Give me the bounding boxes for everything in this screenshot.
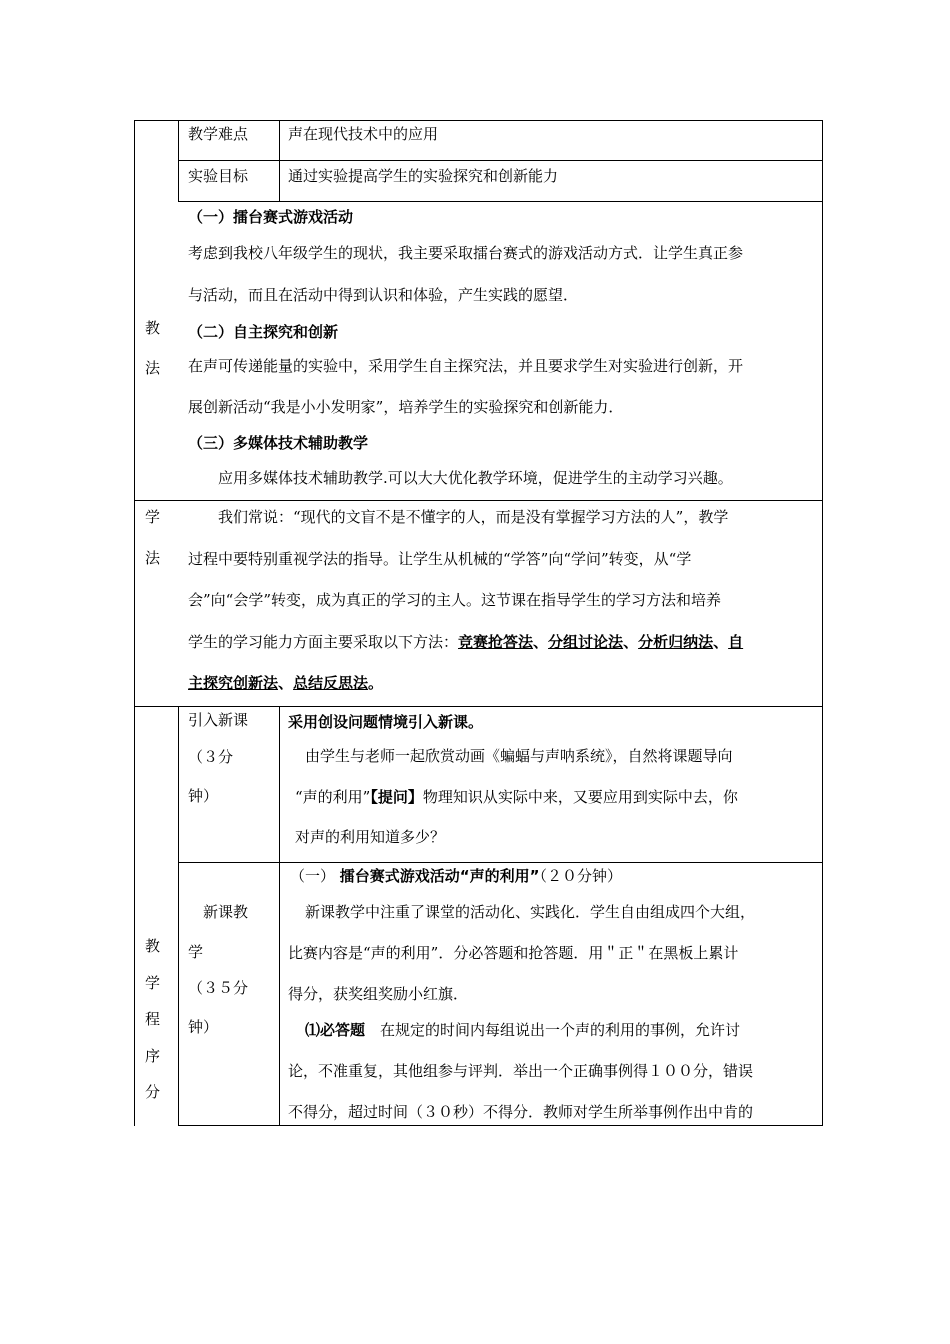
- title-time: （２０分钟）: [539, 867, 623, 885]
- title-main: 擂台赛式游戏活动“声的利用”: [339, 867, 540, 885]
- ask-tag: 【提问】: [370, 788, 423, 806]
- section-title: （三）多媒体技术辅助教学: [188, 434, 369, 452]
- method-item: 竞赛抢答法: [458, 633, 534, 651]
- teaching-method-label: 教: [145, 319, 161, 337]
- row-divider: [178, 160, 823, 161]
- table-border-top: [134, 120, 823, 121]
- method-item-part: 主探究创新法: [188, 674, 279, 692]
- paragraph-line: 会”向“会学”转变，成为真正的学习的主人。这节课在指导学生的学习方法和培养: [188, 591, 722, 609]
- difficulty-value: 声在现代技术中的应用: [288, 125, 439, 143]
- paragraph-line: 过程中要特别重视学法的指导。让学生从机械的“学答”向“学问”转变，从“学: [188, 550, 692, 568]
- new-stage-label: 钟）: [188, 1018, 219, 1036]
- difficulty-label: 教学难点: [188, 125, 249, 143]
- section-title: （一）擂台赛式游戏活动: [188, 208, 354, 226]
- method-item: 总结反思法: [293, 674, 369, 692]
- paragraph-line: 对声的利用知道多少？: [295, 828, 446, 846]
- methods-intro: 学生的学习能力方面主要采取以下方法：: [188, 633, 459, 651]
- table-border-bottom: [178, 1125, 823, 1126]
- col-divider: [279, 120, 280, 201]
- paragraph-line: [188, 673, 383, 693]
- col-divider: [178, 120, 179, 201]
- paragraph-line: 考虑到我校八年级学生的现状，我主要采取擂台赛式的游戏活动方式．让学生真正参: [188, 244, 744, 262]
- inline-text: 物理知识从实际中来，又要应用到实际中去，你: [422, 788, 738, 806]
- paragraph-line: 在声可传递能量的实验中，采用学生自主探究法，并且要求学生对实验进行创新，开: [188, 357, 744, 375]
- paragraph-line: 与活动，而且在活动中得到认识和体验，产生实践的愿望．: [188, 286, 579, 304]
- paragraph-line: 由学生与老师一起欣赏动画《蝙蝠与声呐系统》，自然将课题导向: [305, 747, 733, 765]
- paragraph-line: 新课教学中注重了课堂的活动化、实践化．学生自由组成四个大组，: [305, 903, 756, 921]
- paragraph-line: 论，不准重复，其他组参与评判．举出一个正确事例得１００分，错误: [288, 1062, 754, 1080]
- paragraph-line: 不得分，超过时间（３０秒）不得分．教师对学生所举事例作出中肯的: [288, 1103, 754, 1121]
- method-item: 分析归纳法: [638, 633, 714, 651]
- separator: 、: [533, 633, 549, 651]
- intro-stage-label: 引入新课: [188, 711, 249, 729]
- section-title: （二）自主探究和创新: [188, 323, 339, 341]
- goal-label: 实验目标: [188, 167, 249, 185]
- paragraph-line: [188, 632, 743, 652]
- process-label: 教: [145, 937, 161, 955]
- paragraph-line: [305, 1020, 740, 1040]
- row-divider: [178, 862, 823, 863]
- process-label: 序: [145, 1047, 161, 1065]
- paragraph-line: [295, 787, 738, 807]
- teaching-method-label: 法: [145, 359, 161, 377]
- inline-text: 在规定的时间内每组说出一个声的利用的事例，允许讨: [380, 1021, 741, 1039]
- paragraph-line: 得分，获奖组奖励小红旗．: [288, 985, 469, 1003]
- table-border-left: [134, 120, 135, 1126]
- separator: 、: [278, 674, 294, 692]
- intro-stage-label: （３分: [188, 748, 234, 766]
- question-type: ⑴必答题: [305, 1021, 366, 1039]
- paragraph-line: 展创新活动“我是小小发明家”，培养学生的实验探究和创新能力．: [188, 398, 624, 416]
- method-item-part: 自: [728, 633, 744, 651]
- learning-method-label: 法: [145, 549, 161, 567]
- paragraph-line: 我们常说：“现代的文盲不是不懂字的人，而是没有掌握学习方法的人”，教学: [218, 508, 729, 526]
- table-border-right: [822, 120, 823, 1126]
- new-stage-label: 新课教: [203, 903, 249, 921]
- period: 。: [368, 674, 384, 692]
- section-title: [290, 866, 622, 886]
- learning-method-label: 学: [145, 508, 161, 526]
- row-divider: [134, 500, 823, 501]
- col-divider: [279, 706, 280, 1126]
- intro-title: 采用创设问题情境引入新课。: [288, 713, 484, 731]
- col-divider: [178, 706, 179, 1126]
- separator: 、: [713, 633, 729, 651]
- method-item: 分组讨论法: [548, 633, 624, 651]
- title-number: （一）: [290, 867, 336, 885]
- new-stage-label: 学: [188, 943, 204, 961]
- process-label: 学: [145, 974, 161, 992]
- inline-text: “声的利用”: [295, 788, 371, 806]
- paragraph-line: 比赛内容是“声的利用”．分必答题和抢答题．用＂正＂在黑板上累计: [288, 944, 739, 962]
- intro-stage-label: 钟）: [188, 787, 219, 805]
- row-divider: [134, 706, 823, 707]
- process-label: 程: [145, 1010, 161, 1028]
- row-divider: [178, 201, 823, 202]
- new-stage-label: （３５分: [188, 979, 249, 997]
- separator: 、: [623, 633, 639, 651]
- goal-value: 通过实验提高学生的实验探究和创新能力: [288, 167, 559, 185]
- process-label: 分: [145, 1083, 161, 1101]
- paragraph-line: 应用多媒体技术辅助教学.可以大大优化教学环境，促进学生的主动学习兴趣。: [218, 469, 733, 487]
